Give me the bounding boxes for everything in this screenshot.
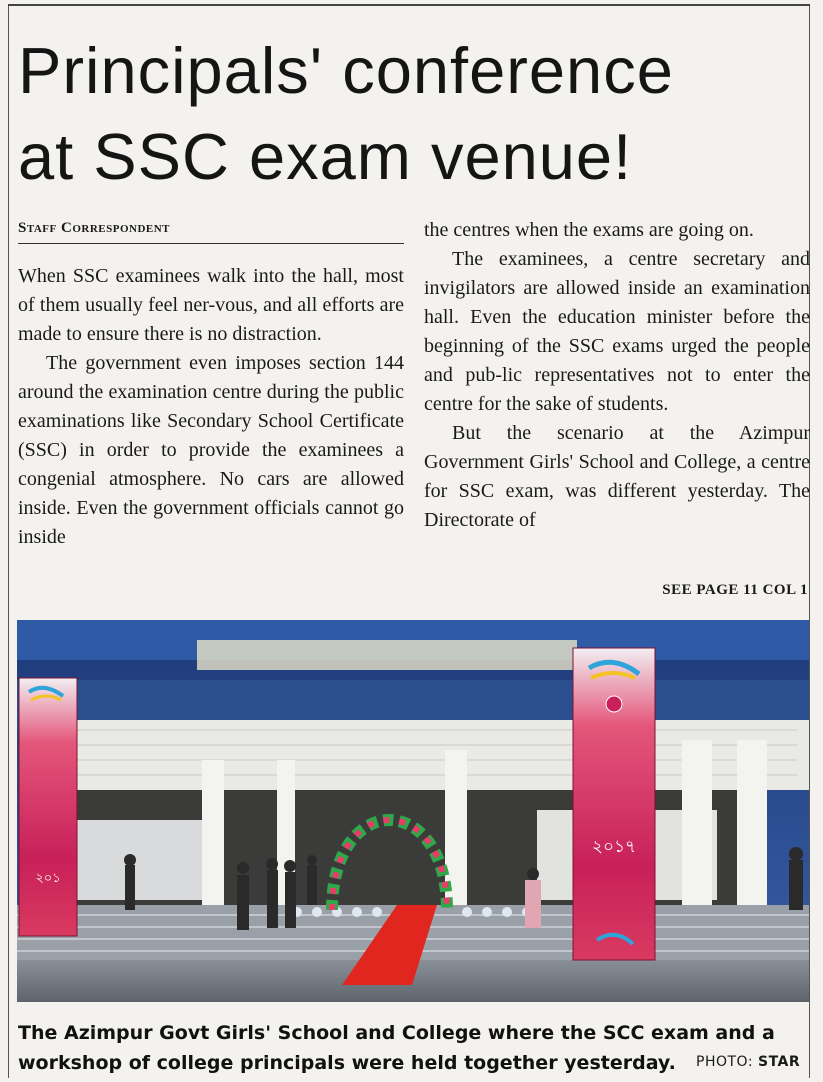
headline-line-1: Principals' conference: [18, 34, 674, 107]
article-column-2: [424, 216, 810, 535]
photo-credit: [696, 1054, 800, 1070]
article-column-1: [18, 262, 404, 552]
paragraph: The government even imposes section 144 around the examination centre during the public examinations like Secondary School Certificate (SSC) in order to provide the examinees a congenial atmosphere. No cars are allowed inside. Even the government officials cannot go inside: [18, 352, 404, 548]
continued-jump[interactable]: SEE PAGE 11 COL 1: [662, 582, 808, 598]
news-photo: [17, 620, 809, 1002]
banner-left-year: ২০১: [35, 871, 61, 886]
banner-right: [573, 648, 655, 960]
credit-source: STAR: [757, 1054, 801, 1070]
paragraph: When SSC examinees walk into the hall, most of them usually feel ner-vous, and all efforts are made to ensure there is no distraction.: [18, 265, 404, 345]
byline: Staff Correspondent: [18, 220, 404, 244]
headline-line-2: at SSC exam venue!: [18, 120, 633, 193]
paragraph: But the scenario at the Azimpur Government Girls' School and College, a centre for SSC exam, was different yesterday. The Directorate of: [424, 422, 810, 531]
top-rule: [8, 4, 810, 6]
headline: [18, 28, 808, 200]
credit-label: PHOTO:: [696, 1054, 758, 1070]
banner-left: [19, 678, 77, 936]
photo-caption: The Azimpur Govt Girls' School and College where the SCC exam and a workshop of college principals were held together yesterday.: [18, 1022, 775, 1074]
paragraph: the centres when the exams are going on.: [424, 219, 754, 241]
banner-right-year: ২০১৭: [591, 837, 637, 857]
paragraph: The examinees, a centre secretary and invigilators are allowed inside an examination hall. Even the education minister before the beginning of the SSC exams urged the people and pub-lic representatives not to enter the centre for the sake of students.: [424, 248, 810, 415]
